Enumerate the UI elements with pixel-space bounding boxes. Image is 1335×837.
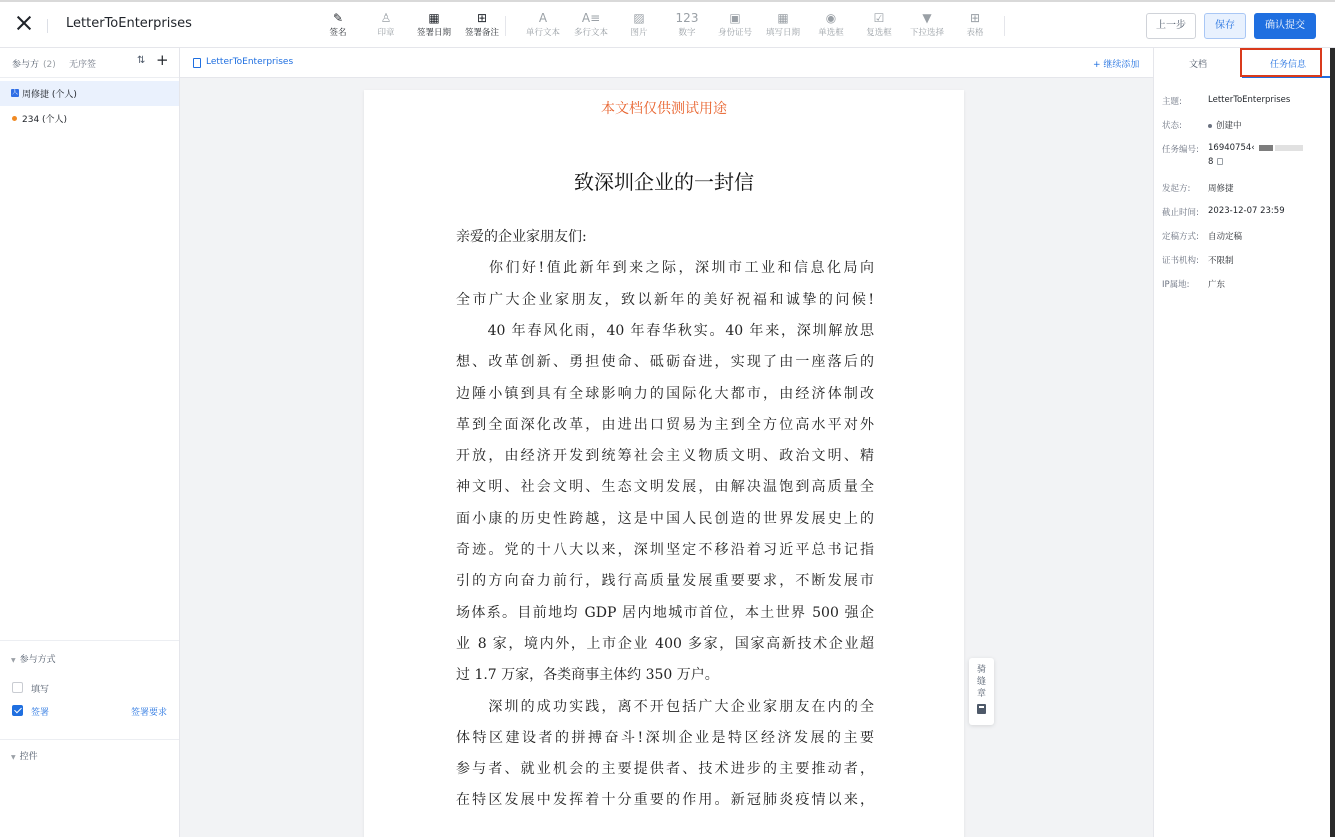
toolbar-divider — [1004, 16, 1005, 36]
sign-requirement-link[interactable]: 签署要求 — [131, 708, 168, 718]
document-file-link[interactable]: LetterToEnterprises — [206, 57, 294, 67]
task-number-part1: 16940754‹ — [1208, 143, 1255, 153]
letter-line: 场体系。目前地均 GDP 居内地城市首位，本土世界 500 强企 — [456, 604, 874, 621]
tool-label: 签名 — [329, 28, 347, 38]
tool-label: 单行文本 — [525, 28, 560, 38]
letter-line: 想、改革创新、勇担使命、砥砺奋进，实现了由一座落后的 — [456, 354, 874, 371]
sign-checkbox[interactable] — [12, 705, 23, 716]
participants-count: (2) — [43, 60, 56, 70]
tool-radio-button[interactable] — [811, 9, 851, 43]
letter-line: 革到全面深化改革，由进出口贸易为主到全方位高水平对外 — [456, 416, 874, 433]
participation-mode-header[interactable] — [11, 652, 56, 665]
tool-label: 复选框 — [866, 28, 892, 38]
info-value: 广东 — [1208, 280, 1226, 290]
table-icon: ⊞ — [969, 11, 981, 25]
pen-sign-icon: ✎ — [332, 11, 344, 25]
title-divider — [47, 19, 48, 33]
redacted-block — [1259, 145, 1273, 151]
letter-line: 你们好!值此新年到来之际，深圳市工业和信息化局向 — [456, 260, 874, 277]
info-label: 证书机构: — [1162, 256, 1199, 266]
letter-line: 业 8 家，境内外，上市企业 400 多家，国家高新技术企业超 — [456, 635, 874, 652]
caret-down-icon: ▼ — [11, 657, 16, 664]
section-divider — [0, 640, 179, 641]
redacted-block — [1275, 145, 1303, 151]
tool-label: 签署备注 — [464, 28, 499, 38]
id-card-icon: ▣ — [729, 11, 741, 25]
tool-multi-line-text-button[interactable] — [571, 9, 611, 43]
controls-title: 控件 — [19, 752, 38, 762]
participant-name: 周修捷 (个人) — [22, 90, 77, 100]
tool-label: 身份证号 — [717, 28, 752, 38]
letter-line: 全市广大企业家朋友，致以新年的美好祝福和诚挚的问候! — [456, 291, 874, 308]
participants-title-label: 参与方 — [12, 60, 40, 70]
tool-label: 签署日期 — [416, 28, 451, 38]
dropdown-icon: ▼ — [922, 11, 932, 25]
tool-label: 单选框 — [818, 28, 844, 38]
continue-add-button[interactable]: + 继续添加 — [1093, 60, 1140, 70]
letter-line: 在特区发展中发挥着十分重要的作用。新冠肺炎疫情以来， — [456, 792, 874, 809]
seam-seal-label: 骑 缝 章 — [976, 665, 986, 699]
letter-line: 体特区建设者的拼搏奋斗!深圳企业是特区经济发展的主要 — [456, 729, 874, 746]
tool-comment-plus-button[interactable] — [462, 9, 502, 43]
tool-label: 填写日期 — [765, 28, 800, 38]
participant-item[interactable] — [0, 81, 179, 106]
letter-line: 40 年春风化雨，40 年春华秋实。40 年来，深圳解放思 — [456, 322, 874, 339]
confirm-submit-button[interactable]: 确认提交 — [1254, 13, 1316, 39]
letter-line: 开放，由经济开发到统筹社会主义物质文明、政治文明、精 — [456, 448, 874, 465]
seam-seal-button[interactable] — [969, 658, 994, 725]
mode-fill-option — [12, 681, 172, 695]
tool-pen-sign-button[interactable] — [318, 9, 358, 43]
participants-header — [0, 48, 179, 78]
copy-icon[interactable] — [1217, 158, 1223, 165]
tool-stamp-button[interactable] — [366, 9, 406, 43]
participants-panel — [0, 48, 180, 837]
task-number-value — [1208, 143, 1303, 153]
document-tabbar — [180, 48, 1153, 78]
info-label: 主题: — [1162, 97, 1182, 107]
status-dot-icon — [1208, 124, 1212, 128]
radio-icon: ◉ — [825, 11, 837, 25]
info-value: 自动定稿 — [1208, 232, 1243, 242]
comment-plus-icon: ⊞ — [476, 11, 488, 25]
letter-line: 深圳的成功实践，离不开包括广大企业家朋友在内的全 — [456, 698, 874, 715]
document-title: LetterToEnterprises — [66, 16, 192, 31]
participants-title — [12, 57, 56, 70]
tool-checkbox-button[interactable] — [859, 9, 899, 43]
info-panel — [1153, 48, 1335, 837]
fill-checkbox[interactable] — [12, 682, 23, 693]
seal-icon — [977, 704, 986, 714]
checkbox-icon: ☑ — [873, 11, 885, 25]
letter-line: 过 1.7 万家，各类商事主体约 350 万户。 — [456, 667, 719, 684]
info-panel-tabs — [1154, 48, 1335, 78]
document-canvas — [180, 48, 1153, 837]
window-edge-scrollbar[interactable] — [1330, 48, 1335, 837]
info-value: 不限制 — [1208, 256, 1234, 266]
calendar-sign-date-icon: ▦ — [428, 11, 440, 25]
single-line-text-icon: A — [538, 11, 548, 25]
participant-item[interactable] — [0, 106, 179, 131]
document-page[interactable] — [364, 90, 964, 837]
info-label: 截止时间: — [1162, 208, 1199, 218]
task-number-part2-wrap — [1208, 157, 1223, 167]
letter-line: 亲爱的企业家朋友们: — [456, 229, 587, 245]
caret-down-icon: ▼ — [11, 754, 16, 761]
status-text: 创建中 — [1216, 121, 1242, 131]
task-number-part2: 8 — [1208, 157, 1214, 167]
top-toolbar — [0, 2, 1335, 48]
info-label: 发起方: — [1162, 184, 1191, 194]
section-divider — [0, 739, 179, 740]
info-task-number-row — [1162, 143, 1332, 167]
info-value: 周修捷 — [1208, 184, 1234, 194]
letter-line: 面小康的历史性跨越，这是中国人民创造的世界发展史上的 — [456, 510, 874, 527]
letter-line: 边陲小镇到具有全球影响力的国际化大都市，由经济体制改 — [456, 385, 874, 402]
tool-label: 多行文本 — [573, 28, 608, 38]
image-icon: ▨ — [633, 11, 645, 25]
tool-calendar-sign-date-button[interactable] — [414, 9, 454, 43]
participant-color-dot — [12, 116, 17, 121]
info-label: 定稿方式: — [1162, 232, 1199, 242]
status-value — [1208, 119, 1242, 131]
tool-single-line-text-button[interactable] — [523, 9, 563, 43]
participant-name: 234 (个人) — [22, 115, 68, 125]
tool-label: 图片 — [630, 28, 648, 38]
letter-line: 引的方向奋力前行，践行高质量发展重要要求，不断发展市 — [456, 573, 874, 590]
close-icon[interactable] — [16, 15, 32, 31]
info-label: IP属地: — [1162, 280, 1190, 290]
tab-task-info[interactable]: 任务信息 — [1270, 60, 1307, 70]
toolbar-divider — [505, 16, 506, 36]
info-label: 状态: — [1162, 121, 1182, 131]
calendar-fill-date-icon: ▦ — [777, 11, 789, 25]
letter-line: 神文明、社会文明、生态文明发展，由解决温饱到高质量全 — [456, 479, 874, 496]
tool-label: 数字 — [678, 28, 696, 38]
fill-label: 填写 — [31, 685, 50, 695]
tool-table-button[interactable] — [955, 9, 995, 43]
stamp-icon: ♙ — [380, 11, 392, 25]
multi-line-text-icon: A≡ — [581, 11, 601, 25]
sort-order-icon[interactable]: ⇅ — [137, 55, 146, 66]
info-value: LetterToEnterprises — [1208, 95, 1291, 105]
highlight-annotation-box — [1240, 48, 1322, 77]
tool-label: 表格 — [966, 28, 984, 38]
tab-document[interactable]: 文档 — [1189, 60, 1208, 70]
tool-dropdown-button[interactable] — [907, 9, 947, 43]
letter-line: 奇迹。党的十八大以来，深圳坚定不移沿着习近平总书记指 — [456, 542, 874, 558]
save-button[interactable]: 保存 — [1204, 13, 1246, 39]
person-badge-icon: 人 — [11, 89, 18, 96]
info-value: 2023-12-07 23:59 — [1208, 206, 1285, 216]
letter-line: 参与者、就业机会的主要提供者、技术进步的主要推动者， — [456, 761, 874, 778]
tool-label: 下拉选择 — [909, 28, 944, 38]
number-icon: 123 — [675, 11, 699, 25]
unordered-sign-toggle[interactable]: 无序签 — [69, 60, 97, 70]
add-participant-icon[interactable]: + — [156, 51, 169, 69]
tool-image-button[interactable] — [619, 9, 659, 43]
test-watermark: 本文档仅供测试用途 — [601, 101, 727, 117]
mode-sign-option — [12, 704, 172, 718]
participation-mode-title: 参与方式 — [19, 655, 56, 665]
tool-calendar-fill-date-button[interactable] — [763, 9, 803, 43]
file-icon — [193, 58, 201, 68]
tool-id-card-button[interactable] — [715, 9, 755, 43]
tool-label: 印章 — [377, 28, 395, 38]
letter-title: 致深圳企业的一封信 — [574, 170, 754, 194]
previous-step-button[interactable]: 上一步 — [1146, 13, 1196, 39]
info-label: 任务编号: — [1162, 145, 1199, 155]
tool-number-button[interactable] — [667, 9, 707, 43]
controls-header[interactable] — [11, 749, 38, 762]
sign-label: 签署 — [31, 708, 50, 718]
